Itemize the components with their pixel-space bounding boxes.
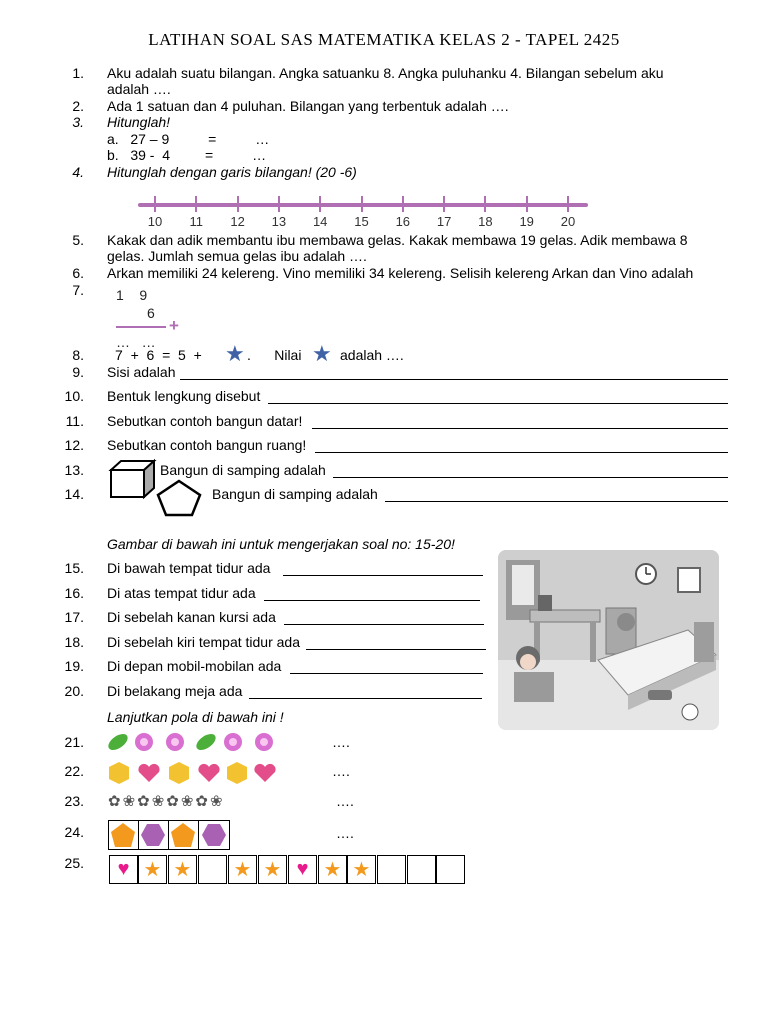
q25-cell-star-icon: ★ — [347, 855, 376, 884]
heart-icon — [254, 764, 275, 782]
q10-number: 10. — [64, 388, 84, 404]
q9-number: 9. — [72, 364, 84, 380]
number-line-tick — [361, 196, 363, 212]
q6-number: 6. — [72, 265, 84, 281]
teddy-bear — [617, 613, 635, 631]
flower-icon — [135, 733, 153, 751]
q23-dots: …. — [336, 793, 354, 809]
q2-number: 2. — [72, 98, 84, 114]
q19-answer-line[interactable] — [290, 659, 483, 674]
flower-icon — [166, 733, 184, 751]
flower-icon — [224, 733, 242, 751]
bedroom-illustration — [498, 550, 719, 730]
picture-instruction: Gambar di bawah ini untuk mengerjakan soal no: 15-20! — [107, 536, 455, 552]
leaf-icon — [194, 731, 219, 753]
toy-box — [514, 672, 554, 702]
q17-number: 17. — [64, 609, 84, 625]
q14-text: Bangun di samping adalah — [212, 486, 378, 502]
q1-line2: adalah …. — [107, 81, 171, 97]
number-line-label: 20 — [560, 214, 576, 229]
number-line-label: 19 — [519, 214, 534, 229]
star-icon: ★ — [225, 341, 245, 366]
flower-icon — [255, 733, 273, 751]
q10-answer-line[interactable] — [268, 389, 728, 404]
q2-text: Ada 1 satuan dan 4 puluhan. Bilangan yang terbentuk adalah …. — [107, 98, 509, 114]
q12-number: 12. — [64, 437, 84, 453]
q25-cell-heart-icon: ♥ — [109, 855, 138, 884]
q1-number: 1. — [72, 65, 84, 81]
q3-b: b. 39 - 4 = … — [107, 147, 267, 163]
number-line-tick — [484, 196, 486, 212]
q25-cell-star-icon: ★ — [168, 855, 197, 884]
pentagon-icon — [111, 823, 135, 847]
q5-line2: gelas. Jumlah semua gelas ibu adalah …. — [107, 248, 367, 264]
leaf-icon — [107, 731, 130, 753]
q25-cell-empty[interactable] — [436, 855, 465, 884]
q13-number: 13. — [64, 462, 84, 478]
number-line-tick — [237, 196, 239, 212]
q8-text-adalah: adalah …. — [340, 347, 404, 363]
q13-answer-line[interactable] — [333, 463, 728, 478]
q3-text: Hitunglah! — [107, 114, 171, 130]
q8-equation: 7 + 6 = 5 + — [115, 347, 202, 363]
q7-bottom-number: 6 — [147, 305, 155, 321]
q20-text: Di belakang meja ada — [107, 683, 243, 699]
q25-cell-empty[interactable] — [377, 855, 406, 884]
hexagon-icon — [169, 762, 189, 784]
q12-text: Sebutkan contoh bangun ruang! — [107, 437, 307, 453]
number-line-label: 17 — [436, 214, 452, 229]
pattern-22 — [107, 761, 282, 785]
q24-dots: …. — [336, 825, 354, 841]
q17-text: Di sebelah kanan kursi ada — [107, 609, 276, 625]
pentagon-icon — [155, 478, 203, 518]
q21-number: 21. — [64, 734, 84, 750]
number-line-label: 16 — [395, 214, 411, 229]
q8-number: 8. — [72, 347, 84, 363]
desk — [530, 610, 600, 622]
q1-line1: Aku adalah suatu bilangan. Angka satuanku 8. Angka puluhanku 4. Bilangan sebelum aku — [107, 65, 664, 81]
q5-line1: Kakak dan adik membantu ibu membawa gelas. Kakak membawa 19 gelas. Adik membawa 8 — [107, 232, 688, 248]
q13-text: Bangun di samping adalah — [160, 462, 326, 478]
number-line-tick — [195, 196, 197, 212]
number-line-tick — [402, 196, 404, 212]
pentagon-icon — [171, 823, 195, 847]
number-line-label: 18 — [478, 214, 493, 229]
q16-text: Di atas tempat tidur ada — [107, 585, 256, 601]
q23-number: 23. — [64, 793, 84, 809]
q9-text: Sisi adalah — [107, 364, 176, 380]
q20-answer-line[interactable] — [249, 684, 482, 699]
q18-answer-line[interactable] — [306, 635, 486, 650]
q18-text: Di sebelah kiri tempat tidur ada — [107, 634, 300, 650]
number-line-label: 10 — [147, 214, 163, 229]
pattern-21 — [107, 730, 282, 754]
q7-top-number: 1 9 — [116, 287, 148, 303]
q14-number: 14. — [64, 486, 84, 502]
q3-a: a. 27 – 9 = … — [107, 131, 270, 147]
pattern-23-outline-flower-icons: ✿❀✿❀✿❀✿❀ — [108, 793, 225, 810]
q20-number: 20. — [64, 683, 84, 699]
q19-number: 19. — [64, 658, 84, 674]
q18-number: 18. — [64, 634, 84, 650]
q7-answer-dots: … … — [116, 334, 156, 350]
q15-text: Di bawah tempat tidur ada — [107, 560, 271, 576]
q24-number: 24. — [64, 824, 84, 840]
q5-number: 5. — [72, 232, 84, 248]
hexagon-icon — [141, 824, 165, 846]
q15-number: 15. — [64, 560, 84, 576]
q11-answer-line[interactable] — [312, 414, 728, 429]
number-line-label: 11 — [189, 214, 204, 229]
q25-cell-star-icon: ★ — [228, 855, 257, 884]
hexagon-icon — [202, 824, 226, 846]
picture-frame — [678, 568, 700, 592]
pattern-24 — [108, 820, 230, 850]
number-line-label: 14 — [312, 214, 328, 229]
number-line-label: 15 — [354, 214, 369, 229]
q17-answer-line[interactable] — [284, 610, 484, 625]
number-line-tick — [443, 196, 445, 212]
heart-icon — [198, 764, 219, 782]
q12-answer-line[interactable] — [315, 438, 728, 453]
q25-cell-empty[interactable] — [198, 855, 227, 884]
q3-number: 3. — [72, 114, 84, 130]
q14-answer-line[interactable] — [385, 487, 728, 502]
q7-plus-sign: + — [169, 316, 179, 335]
q8-text-nilai: . Nilai — [247, 347, 302, 363]
bag — [538, 595, 552, 611]
q21-dots: …. — [332, 734, 350, 750]
number-line-label: 13 — [271, 214, 287, 229]
toy-car — [648, 690, 672, 700]
q9-answer-line[interactable] — [180, 365, 728, 380]
number-line-tick — [567, 196, 569, 212]
q25-cell-star-icon: ★ — [318, 855, 347, 884]
heart-icon — [138, 764, 159, 782]
q4-text: Hitunglah dengan garis bilangan! (20 -6) — [107, 164, 357, 180]
q22-number: 22. — [64, 763, 84, 779]
q7-number: 7. — [72, 282, 84, 298]
number-line-tick — [278, 196, 280, 212]
q25-cell-heart-icon: ♥ — [288, 855, 317, 884]
q6-text: Arkan memiliki 24 kelereng. Vino memiliki 34 kelereng. Selisih kelereng Arkan dan Vino adalah — [107, 265, 694, 281]
pattern-instruction: Lanjutkan pola di bawah ini ! — [107, 709, 284, 725]
star-icon: ★ — [312, 341, 332, 366]
q16-number: 16. — [64, 585, 84, 601]
page-title: LATIHAN SOAL SAS MATEMATIKA KELAS 2 - TAPEL 2425 — [148, 30, 620, 49]
q11-number: 11. — [65, 413, 84, 429]
q7-sum-line — [116, 326, 166, 328]
number-line — [138, 203, 588, 207]
q25-cell-star-icon: ★ — [258, 855, 287, 884]
q25-cell-empty[interactable] — [407, 855, 436, 884]
q25-number: 25. — [64, 855, 84, 871]
q15-answer-line[interactable] — [283, 561, 483, 576]
number-line-tick — [319, 196, 321, 212]
q4-number: 4. — [72, 164, 84, 180]
q11-text: Sebutkan contoh bangun datar! — [107, 413, 303, 429]
cube-icon — [108, 458, 158, 500]
hexagon-icon — [227, 762, 247, 784]
ball — [682, 704, 698, 720]
number-line-tick — [154, 196, 156, 212]
q22-dots: …. — [332, 763, 350, 779]
hexagon-icon — [109, 762, 129, 784]
number-line-label: 12 — [230, 214, 245, 229]
q10-text: Bentuk lengkung disebut — [107, 388, 261, 404]
q16-answer-line[interactable] — [264, 586, 480, 601]
q19-text: Di depan mobil-mobilan ada — [107, 658, 282, 674]
number-line-tick — [526, 196, 528, 212]
q25-cell-star-icon: ★ — [138, 855, 167, 884]
